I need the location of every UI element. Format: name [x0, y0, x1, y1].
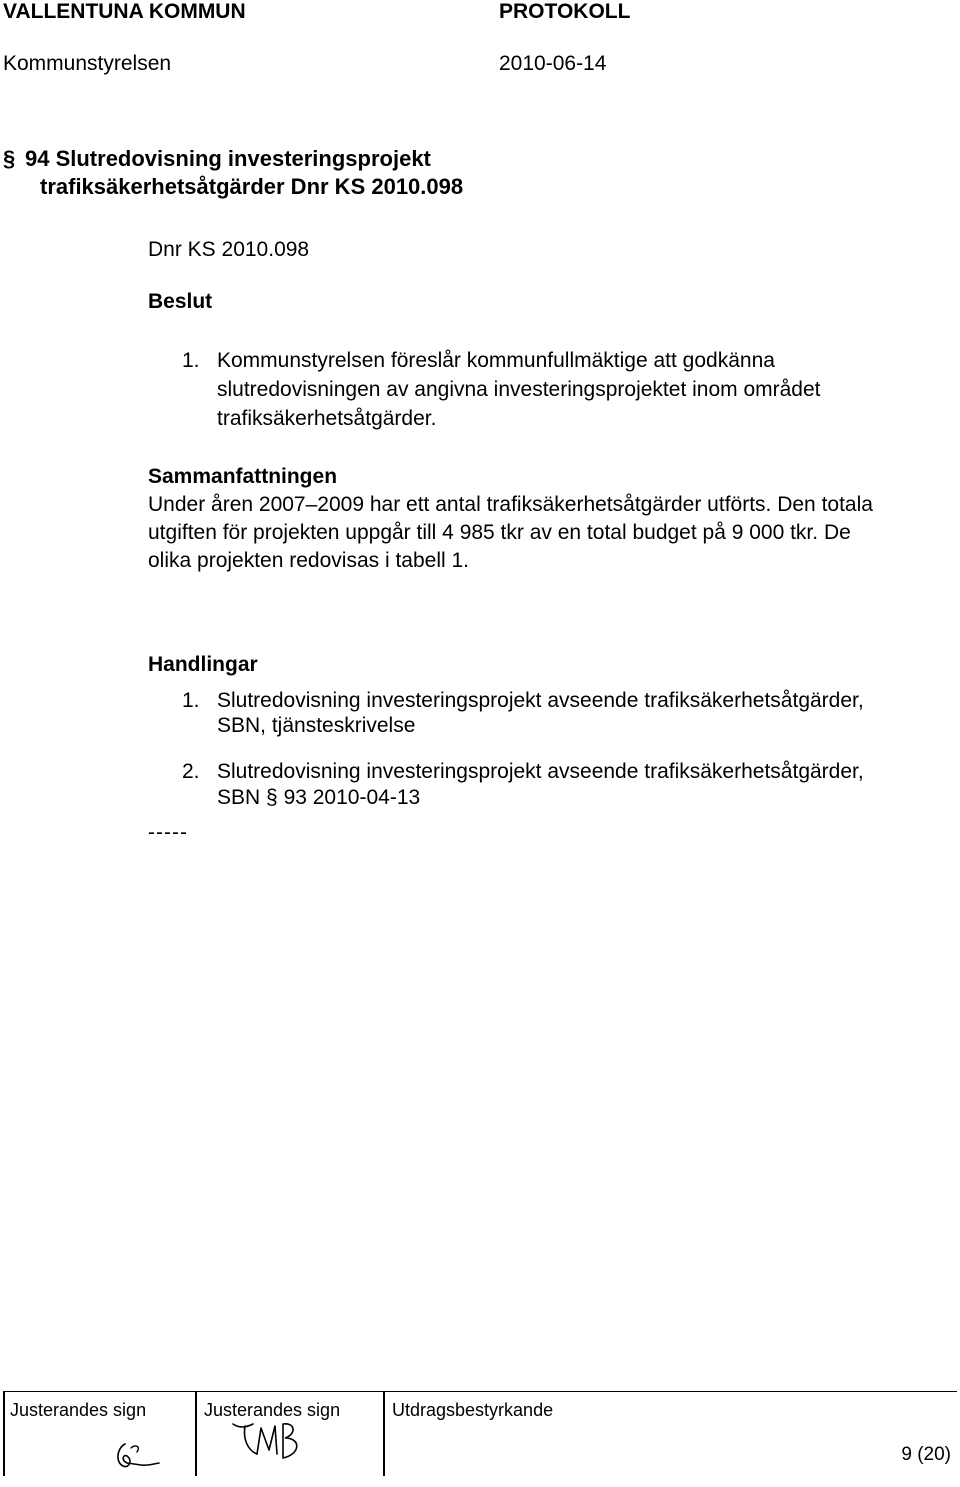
meeting-date: 2010-06-14 [499, 52, 607, 75]
footer-cell-certification [385, 1392, 957, 1476]
footer-label-signer-1: Justerandes sign [10, 1400, 147, 1420]
sammanfattning-line-2: utgiften för projekten uppgår till 4 985 tkr av en total budget på 9 000 tkr. De [148, 521, 851, 544]
paragraph-symbol: § [266, 786, 278, 809]
sammanfattning-heading: Sammanfattningen [148, 465, 338, 488]
handling-2-line-1: Slutredovisning investeringsprojekt avseende trafiksäkerhetsåtgärder, [217, 760, 864, 783]
handling-1-line-1: Slutredovisning investeringsprojekt avseende trafiksäkerhetsåtgärder, [217, 689, 864, 712]
handlingar-heading: Handlingar [148, 653, 258, 676]
sammanfattning-line-1: Under åren 2007–2009 har ett antal trafiksäkerhetsåtgärder utförts. Den totala [148, 493, 873, 516]
section-title-line-2: trafiksäkerhetsåtgärder Dnr KS 2010.098 [40, 174, 464, 199]
handling-2-number: 2. [182, 760, 200, 783]
handling-1-number: 1. [182, 689, 200, 712]
handling-2-line-2 [217, 783, 420, 812]
signature-initials-1 [111, 1436, 171, 1476]
handling-2-suffix: 93 2010-04-13 [283, 786, 421, 809]
beslut-item-line-3: trafiksäkerhetsåtgärder. [217, 407, 437, 430]
footer-cell-signer-1 [3, 1392, 195, 1476]
section-title-line-1: 94 Slutredovisning investeringsprojekt [25, 146, 431, 171]
page-number: 9 (20) [901, 1444, 951, 1465]
signature-footer [3, 1391, 957, 1476]
end-separator: ----- [148, 821, 188, 844]
signature-initials-2 [231, 1414, 321, 1474]
document-type: PROTOKOLL [499, 0, 631, 23]
footer-label-signer-2: Justerandes sign [204, 1400, 341, 1420]
section-symbol: § [3, 146, 16, 171]
beslut-item-number: 1. [182, 349, 200, 372]
sammanfattning-line-3: olika projekten redovisas i tabell 1. [148, 549, 470, 572]
footer-cell-signer-2 [197, 1392, 383, 1476]
handling-2-prefix: SBN [217, 786, 261, 809]
handling-1-line-2: SBN, tjänsteskrivelse [217, 714, 416, 737]
beslut-item-line-2: slutredovisningen av angivna investeringsprojektet inom området [217, 378, 821, 401]
organization-name: VALLENTUNA KOMMUN [3, 0, 246, 23]
beslut-heading: Beslut [148, 290, 213, 313]
footer-label-certification: Utdragsbestyrkande [392, 1400, 554, 1420]
committee-name: Kommunstyrelsen [3, 52, 172, 75]
diary-number: Dnr KS 2010.098 [148, 238, 310, 261]
beslut-item-line-1: Kommunstyrelsen föreslår kommunfullmäktige att godkänna [217, 349, 775, 372]
